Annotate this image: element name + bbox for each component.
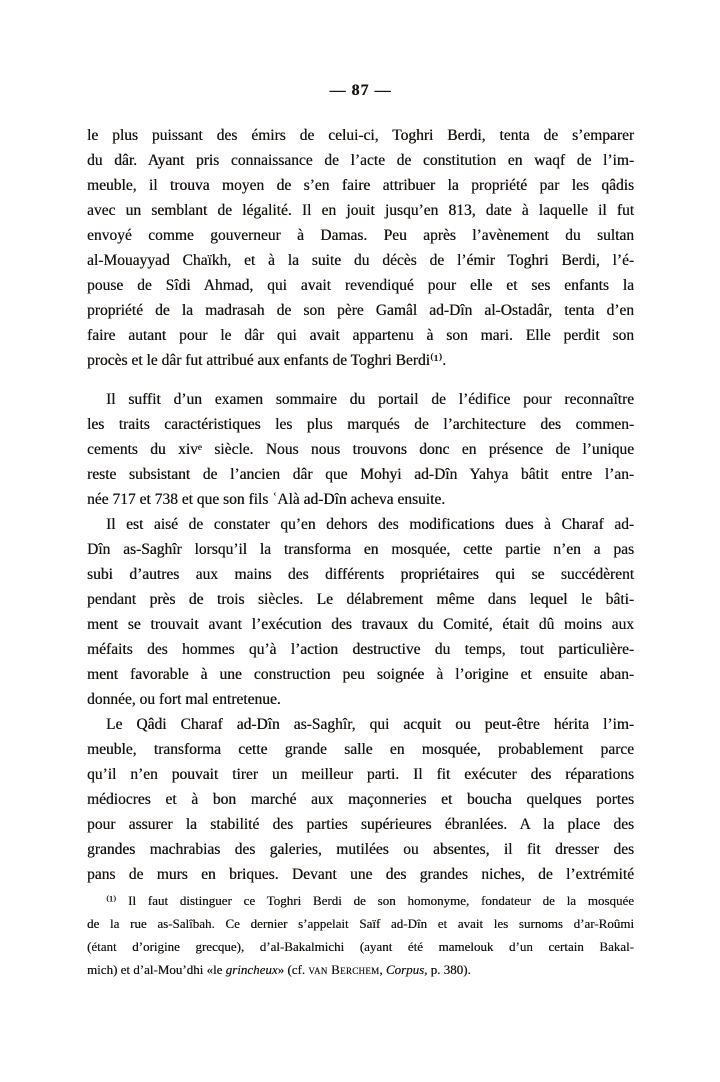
text-line: grandes machrabias des galeries, mutilées ou absentes, il fit dresser des <box>87 841 634 858</box>
text-line: pendant près de trois siècles. Le délabrement même dans lequel le bâti- <box>87 591 634 608</box>
text-line: née 717 et 738 et que son fils ʿAlà ad-Dîn acheva ensuite. <box>87 491 446 508</box>
text-line: du dâr. Ayant pris connaissance de l’acte de constitution en waqf de l’im- <box>87 152 634 169</box>
text-line: médiocres et à bon marché aux maçonneries et boucha quelques portes <box>87 791 634 808</box>
footnote-text: , p. 380). <box>424 962 471 977</box>
text-line: reste subsistant de l’ancien dâr que Mohyi ad-Dîn Yahya bâtit entre l’an- <box>87 466 634 483</box>
text-line: donnée, ou fort mal entretenue. <box>87 691 281 708</box>
footnote-text: , <box>379 962 386 977</box>
paragraph <box>87 512 634 712</box>
text-line: (étant d’origine grecque), d’al-Bakalmichi (ayant été mamelouk d’un certain Bakal- <box>87 939 634 954</box>
text-line: al-Mouayyad Chaïkh, et à la suite du décès de l’émir Toghri Berdi, l’é- <box>87 252 634 269</box>
paragraph <box>87 123 634 373</box>
text-line: meuble, il trouva moyen de s’en faire attribuer la propriété par les qâdis <box>87 177 634 194</box>
footnote-lines <box>87 889 634 958</box>
text-line: ⁽¹⁾ Il faut distinguer ce Toghri Berdi de son homonyme, fondateur de la mosquée <box>106 893 634 908</box>
footnote-last-line <box>87 958 634 981</box>
footnote-text: mich) et d’al-Mou’dhi «le <box>87 962 226 977</box>
text-line: ment favorable à une construction peu soignée à l’origine et ensuite aban- <box>87 666 634 683</box>
text-line: Le Qâdi Charaf ad-Dîn as-Saghîr, qui acquit ou peut-être hérita l’im- <box>106 716 634 733</box>
text-line: propriété de la madrasah de son père Gamâl ad-Dîn al-Ostadâr, tenta d’en <box>87 302 634 319</box>
text-line: pans de murs en briques. Devant une des grandes niches, de l’extrémité <box>87 866 634 883</box>
footnote-author-van-berchem: van Berchem <box>308 962 380 977</box>
text-line: procès et le dâr fut attribué aux enfants de Toghri Berdi⁽¹⁾. <box>87 352 447 369</box>
text-line: qu’il n’en pouvait tirer un meilleur parti. Il fit exécuter des réparations <box>87 766 634 783</box>
footnote <box>87 889 634 981</box>
text-line: cements du xivᵉ siècle. Nous nous trouvons donc en présence de l’unique <box>87 441 634 458</box>
text-line: Dîn as-Saghîr lorsqu’il la transforma en mosquée, cette partie n’en a pas <box>87 541 634 558</box>
text-line: subi d’autres aux mains des différents propriétaires qui se succédèrent <box>87 566 634 583</box>
text-line: meuble, transforma cette grande salle en mosquée, probablement parce <box>87 741 634 758</box>
footnote-title-corpus: Corpus <box>385 962 425 977</box>
text-line: faire autant pour le dâr qui avait appartenu à son mari. Elle perdit son <box>87 327 634 344</box>
text-line: ment se trouvait avant l’exécution des travaux du Comité, était dû moins aux <box>87 616 634 633</box>
paragraph <box>87 712 634 887</box>
text-line: Il est aisé de constater qu’en dehors des modifications dues à Charaf ad- <box>106 516 634 533</box>
text-line: de la rue as-Salîbah. Ce dernier s’appelait Saïf ad-Dîn et avait les surnoms d’ar-Roûmi <box>87 916 634 931</box>
footnote-italic-grincheux: grincheux <box>225 962 278 977</box>
paragraph <box>87 387 634 512</box>
text-line: avec un semblant de légalité. Il en jouit jusqu’en 813, date à laquelle il fut <box>87 202 634 219</box>
text-line: les traits caractéristiques les plus marqués de l’architecture des commen- <box>87 416 634 433</box>
text-line: méfaits des hommes qu’à l’action destructive du temps, tout particulière- <box>87 641 634 658</box>
text-line: pour assurer la stabilité des parties supérieures ébranlées. A la place des <box>87 816 634 833</box>
text-line: envoyé comme gouverneur à Damas. Peu après l’avènement du sultan <box>87 227 634 244</box>
footnote-text: » (cf. <box>277 962 309 977</box>
page-number: — 87 — <box>329 82 392 99</box>
text-line: Il suffit d’un examen sommaire du portail de l’édifice pour reconnaître <box>106 391 634 408</box>
text-line: le plus puissant des émirs de celui-ci, Toghri Berdi, tenta de s’emparer <box>87 127 634 144</box>
text-line: pouse de Sîdi Ahmad, qui avait revendiqué pour elle et ses enfants la <box>87 277 634 294</box>
main-text <box>87 123 634 887</box>
